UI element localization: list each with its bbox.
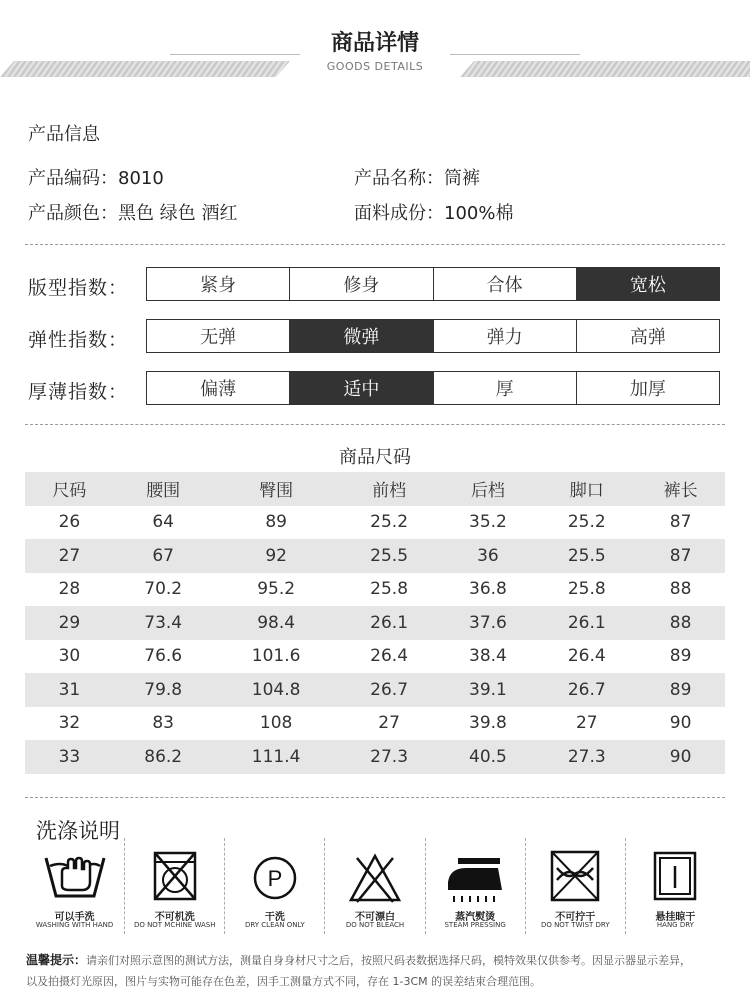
table-cell: 83 <box>152 713 174 734</box>
tips-note <box>26 950 726 992</box>
wash-item-label: 不可拧干 <box>555 912 596 923</box>
dry-clean-icon <box>247 848 303 904</box>
page-header <box>0 0 750 90</box>
table-cell: 26.7 <box>537 673 636 707</box>
table-cell: 26.1 <box>340 606 439 640</box>
table-cell: 73.4 <box>114 606 213 640</box>
table-cell: 25.2 <box>567 512 606 533</box>
wash-item-dry-clean <box>224 838 324 934</box>
table-cell: 26.4 <box>567 646 606 667</box>
wash-item-sublabel: WASHING WITH HAND <box>35 921 114 929</box>
table-cell: 36.8 <box>469 579 507 600</box>
table-cell: 36 <box>439 539 538 573</box>
table-cell: 98.4 <box>213 606 340 640</box>
wash-item-steam-iron <box>425 838 525 934</box>
elasticity-index-label: 弹性指数： <box>28 329 129 351</box>
divider <box>25 797 725 798</box>
table-cell: 27 <box>25 539 114 573</box>
table-cell: 89 <box>669 646 692 667</box>
table-cell: 92 <box>213 539 340 573</box>
table-cell: 32 <box>58 713 81 734</box>
product-fabric: 面料成份：100%棉 <box>354 203 514 224</box>
table-cell: 87 <box>636 539 725 573</box>
table-cell: 25.8 <box>567 579 606 600</box>
product-color: 产品颜色：黑色 绿色 酒红 <box>28 203 238 224</box>
wash-item-sublabel: STEAM PRESSING <box>444 921 506 929</box>
table-cell: 90 <box>636 740 725 774</box>
table-row <box>25 707 725 741</box>
tips-label: 温馨提示： <box>26 953 87 967</box>
table-cell: 30 <box>58 646 81 667</box>
tips-line-1 <box>26 950 726 971</box>
wash-item-hang-dry <box>625 838 725 934</box>
table-cell: 28 <box>58 579 81 600</box>
table-cell: 38.4 <box>469 646 507 667</box>
table-header-row <box>25 472 725 506</box>
product-name: 产品名称：筒裤 <box>354 168 480 189</box>
wash-item-no-machine-wash <box>124 838 224 934</box>
wash-item-sublabel: DRY CLEAN ONLY <box>244 921 305 929</box>
wash-item-label: 可以手洗 <box>54 912 95 923</box>
table-cell: 88 <box>669 579 692 600</box>
table-cell: 27.3 <box>340 740 439 774</box>
thickness-option: 适中 <box>289 372 432 404</box>
column-header: 尺码 <box>25 472 114 506</box>
wash-item-sublabel: DO NOT MCHINE WASH <box>133 921 216 929</box>
table-cell: 40.5 <box>439 740 538 774</box>
steam-iron-icon <box>442 848 508 904</box>
washing-icons <box>25 838 725 934</box>
table-cell: 87 <box>669 512 692 533</box>
washing-title: 洗涤说明 <box>36 819 120 843</box>
table-row <box>25 539 725 573</box>
elasticity-option: 高弹 <box>576 320 719 352</box>
page-subtitle: GOODS DETAILS <box>326 60 424 73</box>
divider <box>25 244 725 245</box>
column-header: 臀围 <box>213 472 340 506</box>
no-machine-wash-icon <box>150 848 200 904</box>
fit-option: 宽松 <box>576 268 719 300</box>
wash-item-hand-wash <box>25 838 124 934</box>
dry-clean-symbol: P <box>267 866 283 891</box>
table-cell: 108 <box>259 713 293 734</box>
hang-dry-icon <box>650 848 700 904</box>
page-title: 商品详情 <box>330 31 419 56</box>
elasticity-option: 弹力 <box>433 320 576 352</box>
size-table-title: 商品尺码 <box>339 447 411 468</box>
table-cell: 111.4 <box>213 740 340 774</box>
thickness-index-label: 厚薄指数： <box>28 381 129 403</box>
elasticity-index-scale <box>146 319 720 353</box>
table-cell: 104.8 <box>213 673 340 707</box>
wash-item-sublabel: DO NOT BLEACH <box>345 921 405 929</box>
product-code: 产品编码：8010 <box>28 168 164 189</box>
column-header: 前档 <box>340 472 439 506</box>
table-cell: 31 <box>25 673 114 707</box>
table-row <box>25 673 725 707</box>
fit-option: 修身 <box>289 268 432 300</box>
wash-item-label: 不可漂白 <box>354 912 395 923</box>
table-cell: 25.8 <box>370 579 409 600</box>
tips-text-2: 以及拍摄灯光原因，图片与实物可能存在色差，因手工测量方式不同，存在 1-3CM 的误差结束合理范围。 <box>26 975 542 988</box>
fit-index-scale <box>146 267 720 301</box>
divider <box>25 424 725 425</box>
table-cell: 25.5 <box>537 539 636 573</box>
thickness-index-scale <box>146 371 720 405</box>
table-cell: 89 <box>265 512 287 533</box>
table-cell: 26.7 <box>340 673 439 707</box>
table-cell: 33 <box>25 740 114 774</box>
elasticity-option: 微弹 <box>289 320 432 352</box>
table-cell: 27 <box>378 713 400 734</box>
thickness-option: 加厚 <box>576 372 719 404</box>
table-row <box>25 506 725 540</box>
table-cell: 70.2 <box>144 579 183 600</box>
wash-item-label: 干洗 <box>264 912 285 923</box>
table-row <box>25 606 725 640</box>
table-cell: 26.4 <box>370 646 409 667</box>
elasticity-option: 无弹 <box>200 327 237 348</box>
table-cell: 88 <box>636 606 725 640</box>
table-cell: 86.2 <box>114 740 213 774</box>
wash-item-label: 不可机洗 <box>154 912 195 923</box>
table-cell: 25.2 <box>370 512 409 533</box>
fit-option: 合体 <box>433 268 576 300</box>
wash-item-label: 悬挂晾干 <box>655 912 696 923</box>
table-cell: 25.5 <box>340 539 439 573</box>
thickness-option: 厚 <box>433 372 576 404</box>
wash-item-no-twist-dry <box>525 838 625 934</box>
table-cell: 26.1 <box>537 606 636 640</box>
fit-option: 紧身 <box>200 275 237 296</box>
table-cell: 79.8 <box>114 673 213 707</box>
table-cell: 101.6 <box>251 646 301 667</box>
column-header: 脚口 <box>537 472 636 506</box>
table-cell: 35.2 <box>469 512 507 533</box>
table-cell: 95.2 <box>257 579 296 600</box>
table-cell: 76.6 <box>144 646 183 667</box>
table-cell: 64 <box>152 512 174 533</box>
table-cell: 90 <box>669 713 692 734</box>
thickness-option: 偏薄 <box>200 379 237 400</box>
table-row <box>25 740 725 774</box>
wash-item-sublabel: HANG DRY <box>656 921 694 929</box>
fit-index-label: 版型指数： <box>28 277 129 299</box>
no-bleach-icon <box>345 848 405 904</box>
hand-wash-icon <box>42 848 108 904</box>
table-cell: 39.1 <box>439 673 538 707</box>
table-cell: 89 <box>636 673 725 707</box>
column-header: 裤长 <box>636 472 725 506</box>
wash-item-no-bleach <box>324 838 424 934</box>
column-header: 腰围 <box>114 472 213 506</box>
table-cell: 39.8 <box>469 713 507 734</box>
column-header: 后档 <box>439 472 538 506</box>
product-info-heading: 产品信息 <box>28 124 100 145</box>
table-row <box>25 573 725 607</box>
wash-item-sublabel: DO NOT TWIST DRY <box>540 921 610 929</box>
table-cell: 67 <box>114 539 213 573</box>
no-twist-dry-icon <box>547 848 603 904</box>
table-row <box>25 640 725 674</box>
table-cell: 26 <box>58 512 81 533</box>
wash-item-label: 蒸汽熨烫 <box>455 912 496 923</box>
table-cell: 29 <box>25 606 114 640</box>
size-table <box>25 472 725 774</box>
table-cell: 27.3 <box>537 740 636 774</box>
table-cell: 37.6 <box>439 606 538 640</box>
table-cell: 27 <box>575 713 598 734</box>
tips-text-1: 请亲们对照示意图的测试方法，测量自身身材尺寸之后，按照尺码表数据选择尺码，模特效果仅供参考。因显示器显示差异， <box>86 954 692 967</box>
